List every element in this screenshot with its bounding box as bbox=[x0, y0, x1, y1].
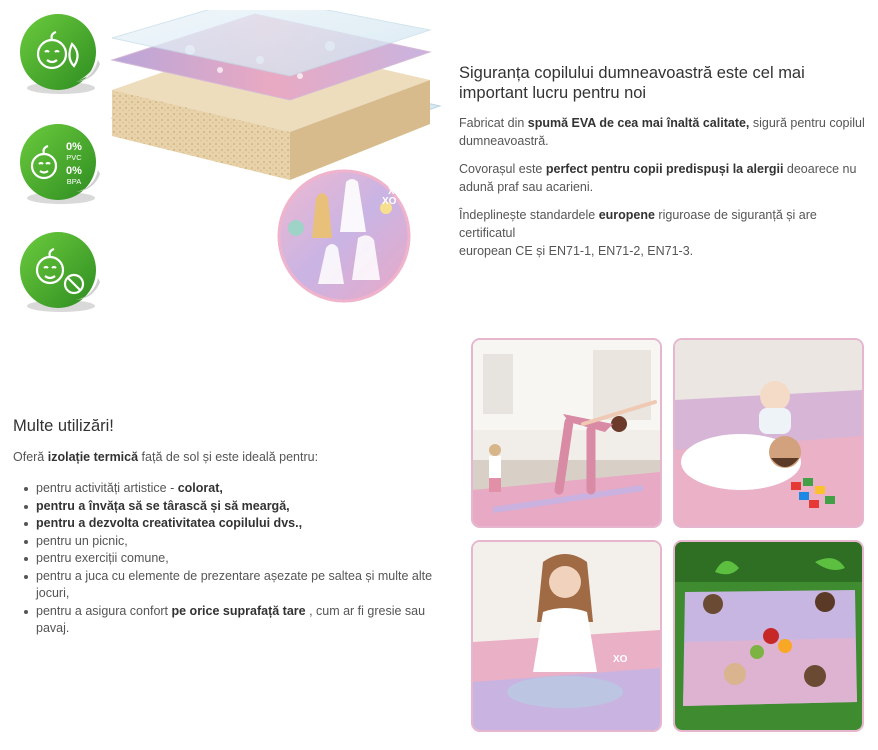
photo-father-illustration bbox=[675, 340, 862, 526]
uses-list-item: pentru a juca cu elemente de prezentare așezate pe saltea și multe alte jocuri, bbox=[13, 568, 436, 603]
uses-list-item: pentru a asigura confort pe orice suprafață tare , cum ar fi gresie sau pavaj. bbox=[13, 603, 436, 638]
badge-pvc-label: PVC bbox=[66, 153, 82, 162]
photo-picnic bbox=[673, 540, 864, 732]
uses-list-item: pentru exerciții comune, bbox=[13, 550, 433, 568]
uses-list bbox=[13, 480, 433, 638]
safety-paragraph-1: Fabricat din spumă EVA de cea mai înaltă calitate, sigură pentru copilul dumneavoastră. bbox=[459, 116, 865, 148]
photo-father-baby-blocks bbox=[673, 338, 864, 528]
uses-title: Multe utilizări! bbox=[13, 417, 114, 435]
uses-section bbox=[13, 416, 453, 638]
pvc-bpa-free-badge bbox=[14, 118, 106, 210]
uses-list-item: pentru a dezvolta creativitatea copilului dvs., bbox=[13, 515, 433, 533]
mat-print-xo: XO bbox=[388, 186, 403, 197]
mat-print-zoom-circle bbox=[276, 168, 412, 304]
photo-picnic-illustration bbox=[675, 542, 862, 730]
uses-list-item: pentru a învăța să se târască și să meargă, bbox=[13, 498, 433, 516]
photo-yoga-mother-child bbox=[471, 338, 662, 528]
uses-list-item: pentru activități artistice - colorat, bbox=[13, 480, 433, 498]
photo-girl-illustration bbox=[473, 542, 660, 730]
badge-0-pvc: 0% bbox=[66, 141, 82, 153]
safety-title: Siguranța copilului dumneavoastră este cel mai important lucru pentru noi bbox=[459, 64, 805, 102]
uses-list-item: pentru un picnic, bbox=[13, 533, 433, 551]
photo-girl-xo: XO bbox=[613, 654, 628, 665]
badge-bpa-label: BPA bbox=[66, 177, 82, 186]
safety-paragraph-2: Covorașul este perfect pentru copii predispuși la alergii deoarece nu adună praf sau acarieni. bbox=[459, 162, 857, 194]
photo-girl-sitting bbox=[471, 540, 662, 732]
non-toxic-badge bbox=[14, 226, 106, 318]
safety-section bbox=[459, 63, 869, 260]
photo-yoga-illustration bbox=[473, 340, 660, 526]
eco-baby-leaf-badge bbox=[14, 8, 106, 100]
mat-print-xo-2: XO bbox=[382, 196, 397, 207]
uses-intro: Oferă izolație termică față de sol și este ideală pentru: bbox=[13, 450, 319, 464]
badge-0-bpa: 0% bbox=[66, 165, 82, 177]
safety-paragraph-3: Îndeplinește standardele europene riguroase de siguranță și are certificatul european CE și EN71-1, EN71-2, EN71-3. bbox=[459, 208, 817, 258]
